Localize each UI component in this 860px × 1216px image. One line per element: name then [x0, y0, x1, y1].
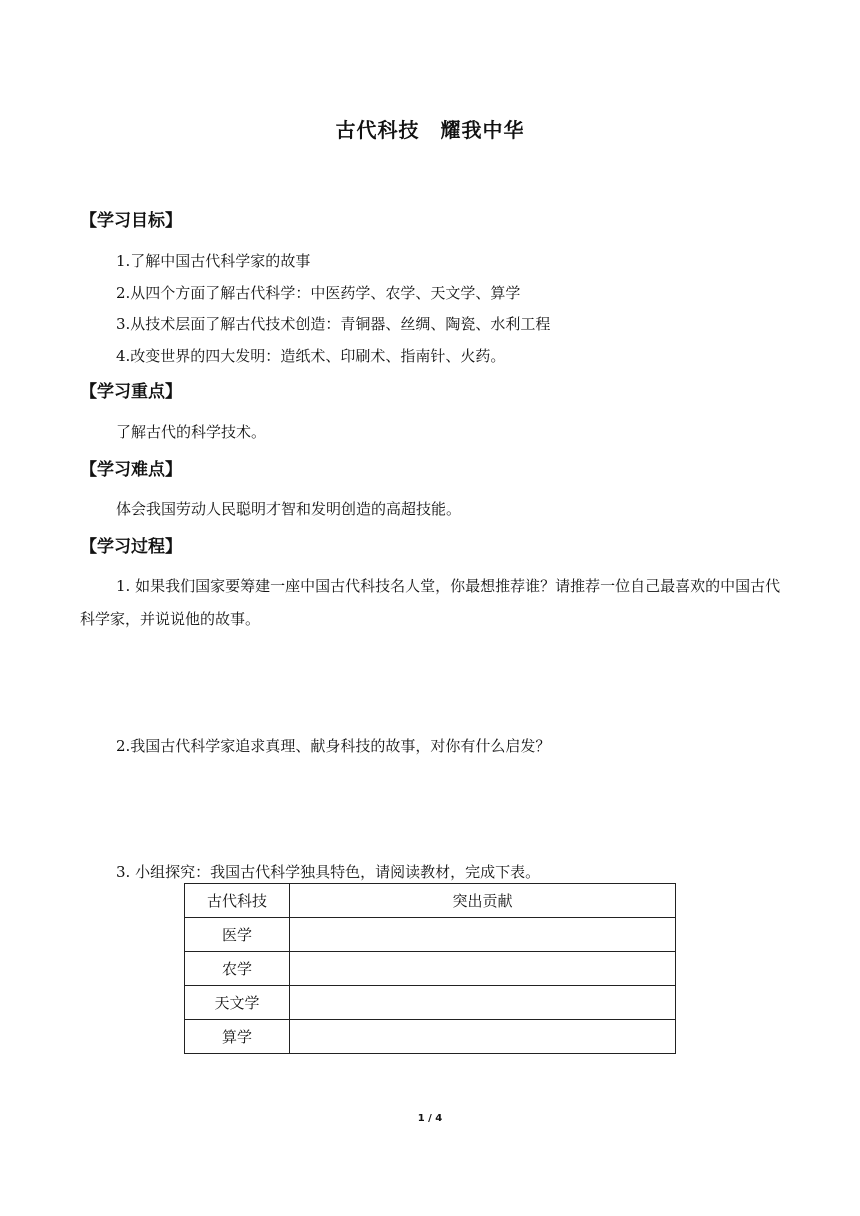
page-number: 1 / 4 [417, 1113, 443, 1124]
question-3: 3. 小组探究：我国古代科学独具特色，请阅读教材，完成下表。 [116, 863, 541, 881]
column-header: 突出贡献 [290, 884, 676, 918]
table-cell-field: 医学 [185, 918, 290, 952]
table-row [185, 952, 676, 986]
page-title: 古代科技 耀我中华 [335, 118, 525, 142]
objective-item: 4.改变世界的四大发明：造纸术、印刷术、指南针、火药。 [116, 347, 506, 365]
key-points-heading: 【学习重点】 [80, 382, 182, 402]
key-points-text: 了解古代的科学技术。 [116, 423, 267, 441]
table-row [185, 1020, 676, 1054]
difficulties-text: 体会我国劳动人民聪明才智和发明创造的高超技能。 [116, 500, 462, 518]
table-cell-field: 农学 [185, 952, 290, 986]
table-row [185, 918, 676, 952]
science-contribution-table [184, 883, 676, 1054]
question-1: 1. 如果我们国家要筹建一座中国古代科技名人堂，你最想推荐谁？请推荐一位自己最喜欢的中国古代科学家，并说说他的故事。 [80, 577, 781, 628]
table-cell-answer[interactable] [290, 918, 676, 952]
objective-item: 2.从四个方面了解古代科学：中医药学、农学、天文学、算学 [116, 284, 521, 302]
objective-item: 3.从技术层面了解古代技术创造：青铜器、丝绸、陶瓷、水利工程 [116, 315, 551, 333]
table-cell-answer[interactable] [290, 1020, 676, 1054]
table-cell-field: 天文学 [185, 986, 290, 1020]
table-cell-answer[interactable] [290, 986, 676, 1020]
table-row [185, 986, 676, 1020]
column-header: 古代科技 [185, 884, 290, 918]
table-cell-answer[interactable] [290, 952, 676, 986]
question-2: 2.我国古代科学家追求真理、献身科技的故事，对你有什么启发？ [116, 737, 551, 755]
difficulties-heading: 【学习难点】 [80, 460, 182, 480]
table-header-row [185, 884, 676, 918]
table-cell-field: 算学 [185, 1020, 290, 1054]
process-heading: 【学习过程】 [80, 537, 182, 557]
objectives-heading: 【学习目标】 [80, 211, 182, 231]
objective-item: 1.了解中国古代科学家的故事 [116, 252, 311, 270]
